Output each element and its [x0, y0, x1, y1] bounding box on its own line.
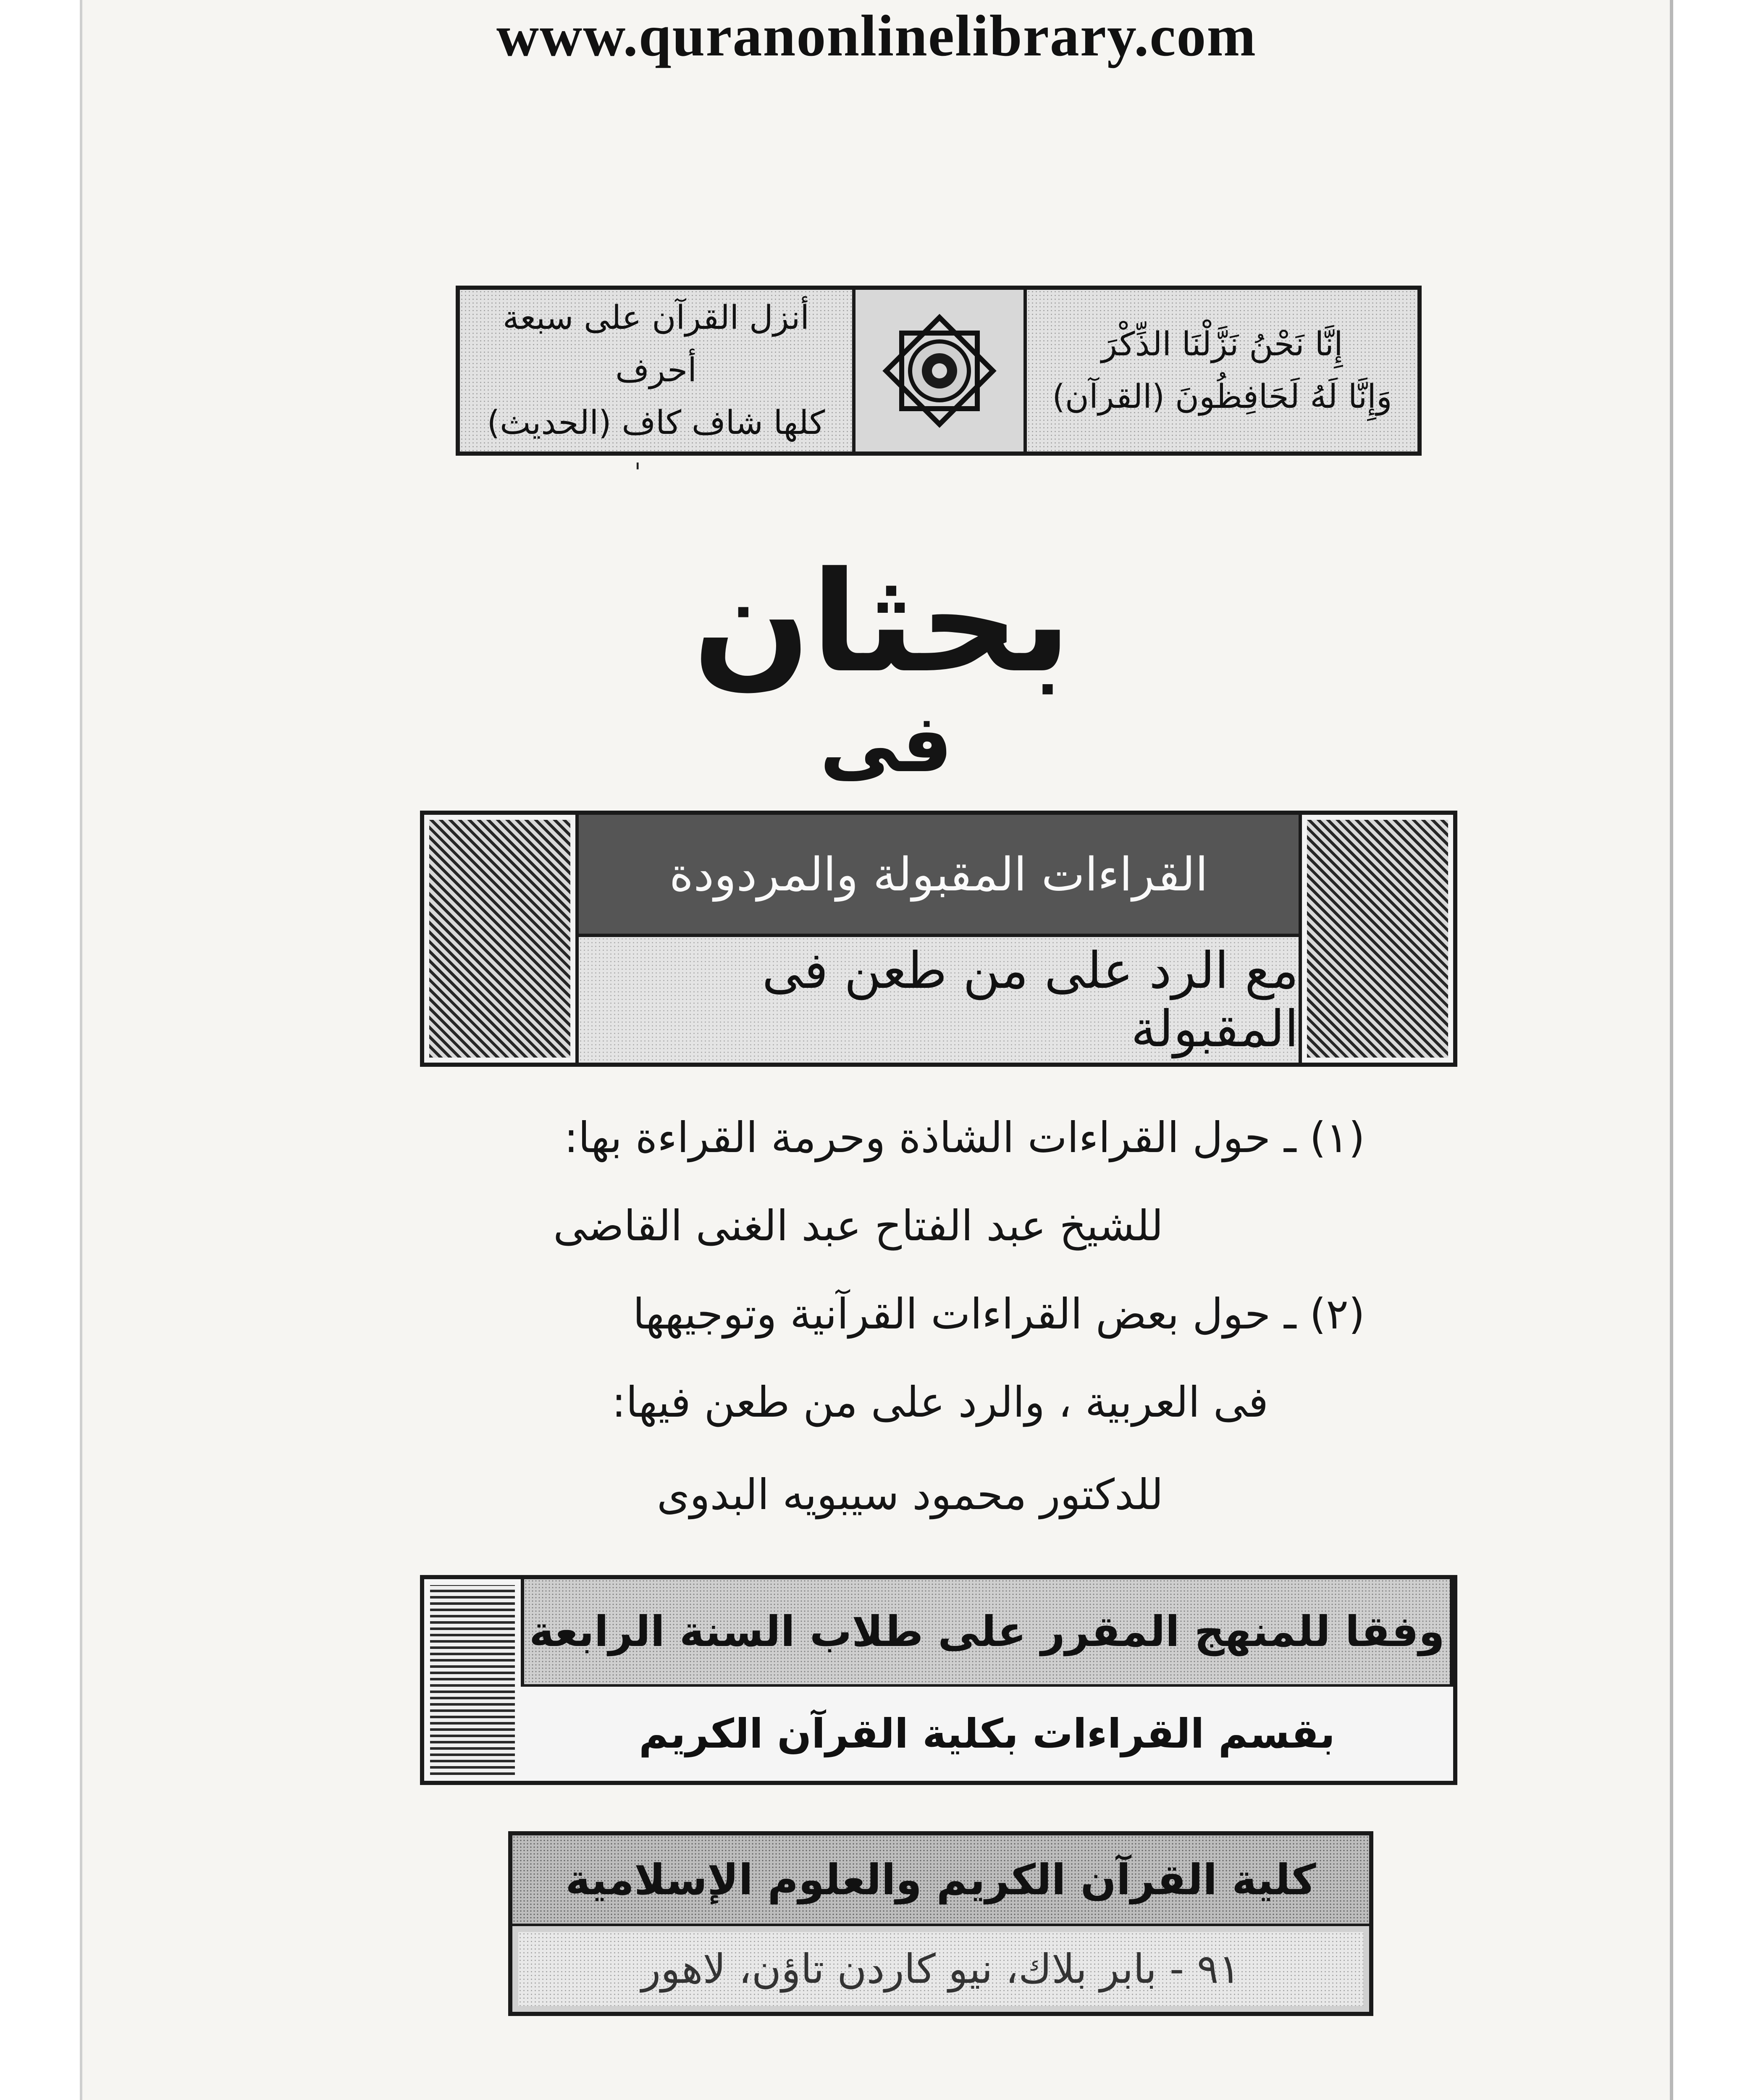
octagram-star-icon: [876, 308, 1002, 434]
subject-title: القراءات المقبولة والمردودة: [579, 815, 1299, 937]
curriculum-box: [420, 1575, 1457, 1785]
title-preposition: فى: [819, 697, 953, 790]
subject-box: [420, 811, 1457, 1067]
stray-mark: ': [634, 458, 641, 487]
publisher-address: ٩١ - بابر بلاك، نيو كاردن تاؤن، لاهور: [512, 1926, 1369, 2012]
hadith-cell: [460, 290, 852, 452]
item-1-author: للشيخ عبد الفتاح عبد الغنى القاضى: [553, 1201, 1163, 1250]
item-2-author: للدكتور محمود سيبويه البدوى: [656, 1470, 1163, 1519]
quran-verse-line-2: وَإِنَّا لَهُ لَحَافِظُونَ (القرآن): [1052, 378, 1392, 416]
item-2-continuation: فى العربية ، والرد على من طعن فيها:: [611, 1378, 1268, 1427]
publisher-name: كلية القرآن الكريم والعلوم الإسلامية: [512, 1835, 1369, 1926]
quran-verse-line-1: إِنَّا نَحْنُ نَزَّلْنَا الذِّكْرَ: [1101, 325, 1343, 363]
curriculum-line-2: بقسم القراءات بكلية القرآن الكريم: [639, 1710, 1335, 1757]
book-title: بحثان: [692, 542, 1072, 703]
curriculum-box-center: [521, 1579, 1453, 1781]
stripe-panel-left: [424, 1579, 521, 1781]
hadith-line-2: كلها شاف كاف (الحديث): [487, 404, 825, 442]
verse-box: [456, 286, 1422, 456]
hadith-line-1: أنزل القرآن على سبعة أحرف: [502, 299, 810, 390]
hatch-panel-left: [424, 815, 575, 1063]
publisher-box: [508, 1831, 1373, 2016]
emblem-cell: [852, 290, 1023, 452]
item-2-title: (٢) ـ حول بعض القراءات القرآنية وتوجيهها: [632, 1289, 1365, 1339]
subject-subtitle: مع الرد على من طعن فى المقبولة: [579, 937, 1299, 1063]
curriculum-line-1: وفقا للمنهج المقرر على طلاب السنة الرابعة: [521, 1579, 1453, 1687]
hatch-panel-right: [1302, 815, 1453, 1063]
quran-verse-cell: [1023, 290, 1417, 452]
subject-box-center: [575, 815, 1302, 1063]
item-1-title: (١) ـ حول القراءات الشاذة وحرمة القراءة بها:: [564, 1113, 1365, 1162]
site-url: www.quranonlinelibrary.com: [496, 3, 1257, 68]
